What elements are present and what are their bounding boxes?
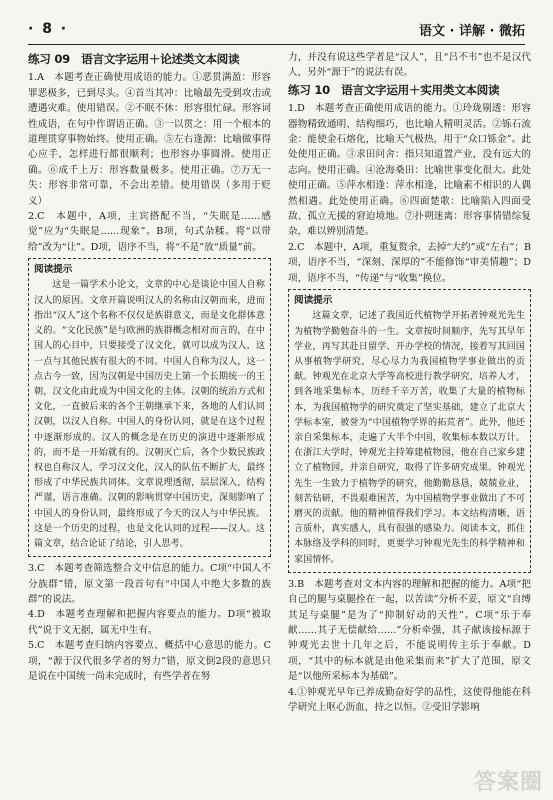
answer-1: 1.A 本题考查正确使用成语的能力。①恶贯满盈：形容罪恶极多，已到尽头。④首当其冲：比喻最先受到攻击或遭遇灾难。使用错误。②不眠不休：形容很忙碌。形容词性成语，在句中作谓语正确。③一以贯之：用一个根本的道理贯穿事物始终。使用正确。⑤左右逢源：比喻做事得心应手，怎样进行都很顺利；也形容办事圆滑。使用正确。⑥成千上万：形容数量极多。使用正确。⑦万无一失：形容非常可靠，不会出差错。使用错误（多用于贬义）	[28, 72, 271, 207]
answer-1: 1.D 本题考查正确使用成语的能力。①玲珑剔透：形容器物精致通明、结构细巧，也比喻人精明灵活。②铄石流金：能使金石熔化，比喻天气极热，用于“众口铄金”。此处使用正确。③求田问舍：指只知道置产业，没有远大的志向。使用正确。④沧海桑田：比喻世事变化很大。此处使用正确。⑤萍水相逢：萍水相逢，比喻素不相识的人偶然相遇。此处使用正确。⑥四面楚歌：比喻陷入四面受敌、孤立无援的窘迫境地。⑦扑朔迷离：形容事情错综复杂，难以辨别清楚。	[288, 103, 531, 238]
section-title-10: 练习 10 语言文字运用＋实用类文本阅读	[288, 82, 500, 97]
reading-tip-text: 这篇文章，记述了我国近代植物学开拓者钟观光先生为植物学勤勉奋斗的一生。文章按时间顺序，先写其早年学业，再写其赴日留学、开办学校的情况，接着写其回国从事植物学研究，尽心尽力为我国植物学事业做出的贡献。钟观光在北京大学等高校进行教学研究，培养人才，到各地采集标本，历经千辛万苦，收集了大量的植物标本，为我国植物学的研究奠定了坚实基础，建立了北京大学标本室，被誉为“中国植物学界的拓荒者”。此外，他还亲自采集标本，走遍了大半个中国，收集标本数以万计。在浙江大学时，钟观光主持筹建植物园，他在自己家乡建立了植物园，并亲自研究，取得了许多研究成果。钟观光先生一生致力于植物学的研究，他勤勤恳恳，兢兢业业，刻苦钻研，不畏艰难困苦，为中国植物学事业做出了不可磨灭的贡献。他的精神值得我们学习。本文结构清晰，语言质朴，真实感人，具有很强的感染力。阅读本文，抓住本脉络及学科的同时，更要学习钟观光先生的科学精神和家国情怀。	[294, 311, 525, 565]
left-column	[28, 50, 271, 794]
answer-5: 5.C 本题考查归纳内容要点、概括中心意思的能力。C项，“源于汉代很多学者的努力”错，原文倒2段的意思只是说在中国统一尚未完成时，有些学者在努	[28, 640, 271, 682]
section-title-09: 练习 09 语言文字运用＋论述类文本阅读	[28, 52, 240, 66]
content-columns	[28, 50, 531, 794]
right-column	[288, 50, 531, 794]
answer-5-continued: 力，并没有说这些学者是“汉人”，且“吕不韦”也不是汉代人，另外“源于”的说法有误。	[288, 52, 531, 79]
reading-tip-title: 阅读提示	[34, 264, 73, 276]
reading-tip-text: 这是一篇学术小论文，文章的中心是谈论中国人自称汉人的原因。文章开篇说明汉人的名称由汉朝而来，进而指出“汉人”这个名称不仅仅是族群意义，而是文化群体意义的。“文化民族”是与欧洲的族群概念相对而言的，在中国人的心目中，只要接受了汉文化，就可以成为汉人，这一点与其他民族有很大的不同。中国人自称为汉人，这一点古今一致，因为汉朝是中国历史上第一个长期统一的王朝，汉文化由此成为中国文化的主体。汉朝的统治方式和文化，一直被后来的各个王朝继承下来，各地的人们认同汉朝，以汉人自称。中国人的身份认同，就是在这个过程中逐渐形成的。汉人的概念是在历史的演进中逐渐形成的，而不是一开始就有的。汉朝灭亡后，各个少数民族政权也自称汉人，学习汉文化，汉人的队伍不断扩大，最终形成了中华民族共同体。文章说理透彻，层层深入，结构严谨，语言准确。汉朝的影响贯穿中国历史，深刻影响了中国人的身份认同，最终形成了今天的汉人与中华民族。这是一个历史的过程，也是文化认同的过程——汉人。这篇文章，结合论证了结论，引人思考。	[34, 280, 265, 549]
reading-tip-title: 阅读提示	[294, 295, 333, 307]
answer-3: 3.B 本题考查对文本内容的理解和把握的能力。A项“把自己的腿与桌腿拴在一起，以苦读”分析不妥，原文“自缚其足与桌腿”是为了“抑制好动的天性”。C项“乐于奉献……其子无偿献给……”分析牵强，其子献该接标源于钟观光去世十几年之后，不能说明传主乐于奉献。D项，“其中的标本就是由他采集而来”扩大了范围，原文是“以他所采标本为基础”。	[288, 578, 531, 683]
answer-4: 4.D 本题考查理解和把握内容要点的能力。D项“被取代”说于文无据，属无中生有。	[28, 609, 271, 636]
book-brand: 语文 · 详解 · 微拓	[419, 23, 525, 39]
answer-4: 4.①钟观光早年已养成勤奋好学的品性，这使得他能在科学研究上呕心沥血，持之以恒。②受旧学影响	[288, 686, 531, 713]
page-header	[28, 14, 525, 45]
answer-2: 2.C 本题中，A项，重复赘余，去掉“大约”或“左右”；B项，语序不当，“深刻、深厚的”不能修饰“审美情趣”；D项，语序不当，“传递”与“收集”换位。	[288, 241, 531, 284]
page-number: · 8 ·	[28, 21, 69, 37]
watermark-logo: 答案圈	[473, 770, 543, 795]
answer-2: 2.C 本题中，A项，主宾搭配不当，“失眠是……感觉”应为“失眠是……现象”。B项，句式杂糅。将“以带给”改为“让”。D项，语序不当，将“不是”放“质量”前。	[28, 211, 271, 253]
answer-3: 3.C 本题考查筛选整合文中信息的能力。C项“中国人不分族群”错，原文第一段首句有“中国人中绝大多数的族群”的说法。	[28, 563, 271, 605]
reading-tip-box	[288, 289, 531, 573]
reading-tip-box	[28, 258, 271, 557]
